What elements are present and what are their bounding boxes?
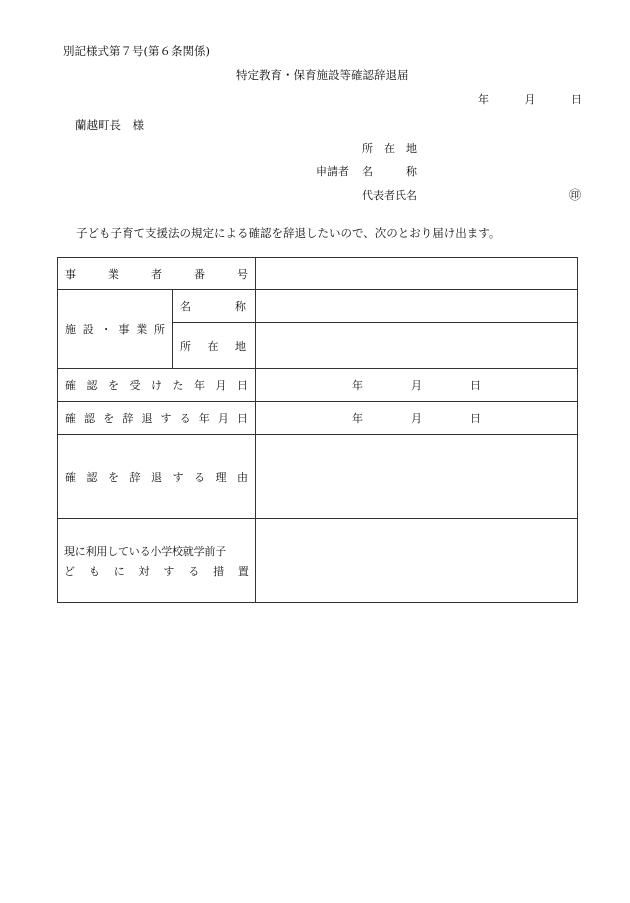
label-char: 認 (84, 412, 96, 425)
applicant-address-label: 所 在 地 (362, 142, 417, 155)
label-char: 辞 (129, 470, 141, 484)
addressee: 蘭越町長 様 (75, 118, 144, 132)
label-char: 設 (82, 323, 94, 336)
withdrawal-form-table (57, 257, 578, 603)
label-char: 確 (65, 379, 76, 392)
label-char: す (172, 470, 184, 484)
label-char: 確 (65, 470, 76, 484)
label-char: け (151, 379, 162, 392)
withdraw-year: 年 (352, 412, 363, 425)
measures-label-cell (58, 519, 256, 603)
label-char: 年 (194, 379, 205, 392)
document-title: 特定教育・保育施設等確認辞退届 (236, 68, 409, 82)
date-day: 日 (571, 93, 582, 106)
label-char: る (179, 412, 191, 425)
statement-text: 子ども子育て支援法の規定による確認を辞退したいので、次のとおり届け出ます。 (76, 226, 501, 240)
label-char: 月 (215, 379, 227, 392)
business-number-label (65, 266, 248, 282)
label-char: も (88, 564, 100, 578)
measures-label-line2 (64, 563, 249, 579)
label-char: 辞 (122, 412, 134, 425)
label-char: ・ (100, 323, 112, 336)
label-char: 措 (213, 564, 225, 578)
confirmed-date-value[interactable] (256, 369, 578, 402)
label-char: を (108, 470, 119, 484)
label-char: 所 (180, 339, 191, 353)
label-char: 事 (118, 323, 130, 336)
label-char: を (103, 412, 115, 425)
measures-label-line1: 現に利用している小学校就学前子 (64, 544, 226, 558)
label-char: 者 (151, 267, 162, 281)
measures-value[interactable] (256, 519, 578, 603)
representative-name-label: 代表者氏名 (362, 189, 417, 202)
withdraw-date-label (65, 410, 248, 426)
label-char: 退 (141, 412, 153, 425)
business-number-value[interactable] (256, 258, 578, 290)
label-char: 称 (235, 300, 246, 313)
facility-name-label (180, 298, 248, 314)
label-char: 対 (138, 564, 150, 578)
label-char: す (163, 564, 175, 578)
confirmed-month: 月 (411, 379, 422, 392)
withdraw-date-label-cell (58, 402, 256, 435)
facility-address-value[interactable] (256, 323, 578, 369)
label-char: 日 (237, 379, 248, 392)
confirmed-date-label (65, 377, 248, 393)
label-char: を (108, 379, 119, 392)
table-row (58, 402, 578, 435)
label-char: 月 (217, 412, 229, 425)
reason-label (65, 469, 248, 485)
withdraw-day: 日 (470, 412, 481, 425)
label-char: 施 (65, 323, 76, 336)
label-char: 業 (136, 323, 148, 336)
label-char: ど (64, 564, 75, 578)
label-char: 名 (180, 300, 191, 313)
label-char: 年 (198, 412, 210, 425)
label-char: 理 (215, 470, 227, 484)
label-char: 受 (129, 379, 141, 392)
confirmed-date-fields (256, 377, 577, 393)
label-char: 地 (235, 339, 246, 353)
facility-name-value[interactable] (256, 290, 578, 323)
date-year: 年 (478, 93, 489, 106)
label-char: 事 (65, 267, 76, 281)
label-char: 在 (207, 339, 219, 353)
table-row (58, 369, 578, 402)
date-month: 月 (524, 93, 536, 106)
table-row (58, 519, 578, 603)
confirmed-year: 年 (352, 379, 363, 392)
withdraw-month: 月 (411, 412, 422, 425)
confirmed-day: 日 (470, 379, 481, 392)
label-char: す (160, 412, 172, 425)
form-number: 別記様式第７号(第６条関係) (63, 44, 210, 58)
table-row (58, 290, 578, 323)
table-row (58, 258, 578, 290)
facility-name-label-cell (173, 290, 256, 323)
label-char: に (113, 564, 125, 578)
reason-label-cell (58, 435, 256, 519)
label-char: 確 (65, 412, 76, 425)
table-row (58, 435, 578, 519)
withdraw-date-fields (256, 410, 577, 426)
label-char: 認 (86, 470, 98, 484)
facility-label-cell (58, 290, 173, 369)
label-char: 由 (237, 470, 248, 484)
confirmed-date-label-cell (58, 369, 256, 402)
label-char: 業 (108, 267, 119, 281)
label-char: る (194, 470, 205, 484)
seal-mark: ㊞ (569, 188, 582, 202)
label-char: た (172, 379, 184, 392)
label-char: 置 (237, 564, 249, 578)
label-char: 番 (194, 267, 205, 281)
withdraw-date-value[interactable] (256, 402, 578, 435)
business-number-label-cell (58, 258, 256, 290)
label-char: 日 (236, 412, 248, 425)
label-char: 認 (86, 379, 98, 392)
facility-label (65, 321, 165, 337)
label-char: 所 (153, 323, 165, 336)
facility-address-label (180, 338, 248, 354)
reason-value[interactable] (256, 435, 578, 519)
label-char: る (188, 564, 200, 578)
label-char: 号 (237, 267, 248, 281)
applicant-label: 申請者 (316, 165, 349, 178)
applicant-name-label: 名 称 (362, 165, 417, 178)
submission-date (478, 94, 582, 105)
facility-address-label-cell (173, 323, 256, 369)
label-char: 退 (151, 470, 162, 484)
